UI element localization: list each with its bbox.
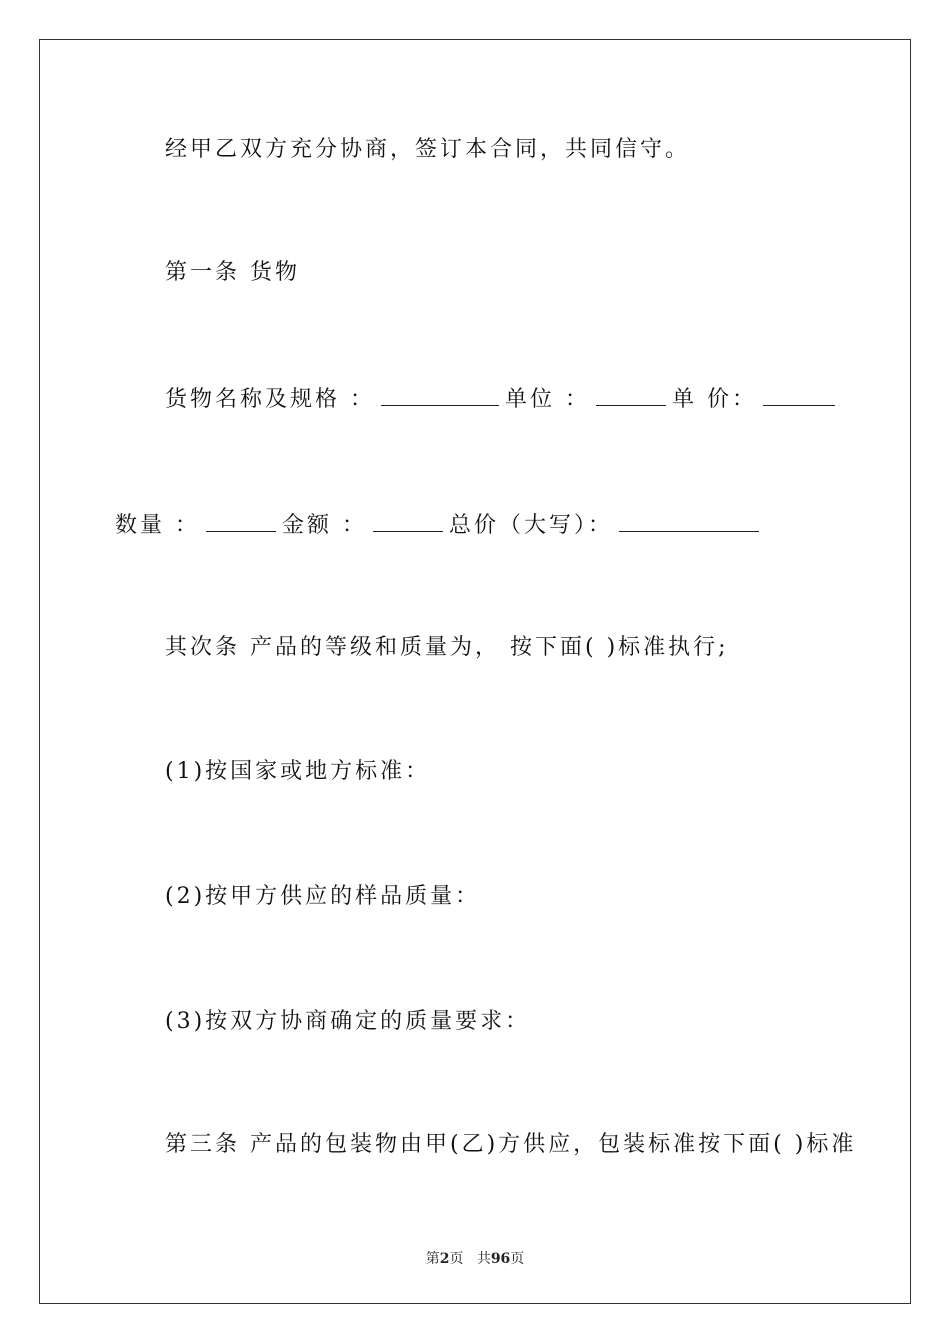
amount-blank [373,509,443,532]
quantity-line [115,509,765,541]
quantity-label: 数量 ： [115,513,200,538]
article-3-text: 第三条 产品的包装物由甲(乙)方供应，包装标准按下面( )标准 [165,1132,857,1157]
page-footer [0,1248,950,1268]
quality-option-2: (2)按甲方供应的样品质量： [165,884,481,909]
goods-name-label: 货物名称及规格 ： [165,387,375,412]
unit-price-blank [763,383,835,406]
footer-total-suffix: 页 [510,1251,525,1267]
article-2-text: 其次条 产品的等级和质量为， 按下面( )标准执行; [165,635,729,660]
total-price-label: 总价（大写）： [449,513,614,538]
text-line-agreement: 经甲乙双方充分协商，签订本合同，共同信守。 [165,137,691,162]
quality-option-1: (1)按国家或地方标准： [165,759,431,784]
footer-total-number: 96 [490,1251,511,1267]
amount-label: 金额 ： [282,513,367,538]
article-1-heading: 第一条 货物 [165,260,300,285]
footer-total-prefix: 共 [476,1251,491,1267]
quality-option-3: (3)按双方协商确定的质量要求： [165,1009,531,1034]
goods-name-blank [381,383,499,406]
unit-price-label: 单 价： [672,387,757,412]
footer-page-prefix: 第 [425,1251,440,1267]
quantity-blank [206,509,276,532]
unit-blank [596,383,666,406]
page-frame [39,39,911,1304]
total-price-blank [619,509,759,532]
footer-page-number: 2 [439,1251,450,1267]
unit-label: 单位 ： [505,387,590,412]
goods-info-line [165,383,841,415]
footer-page-suffix: 页 [449,1251,464,1267]
